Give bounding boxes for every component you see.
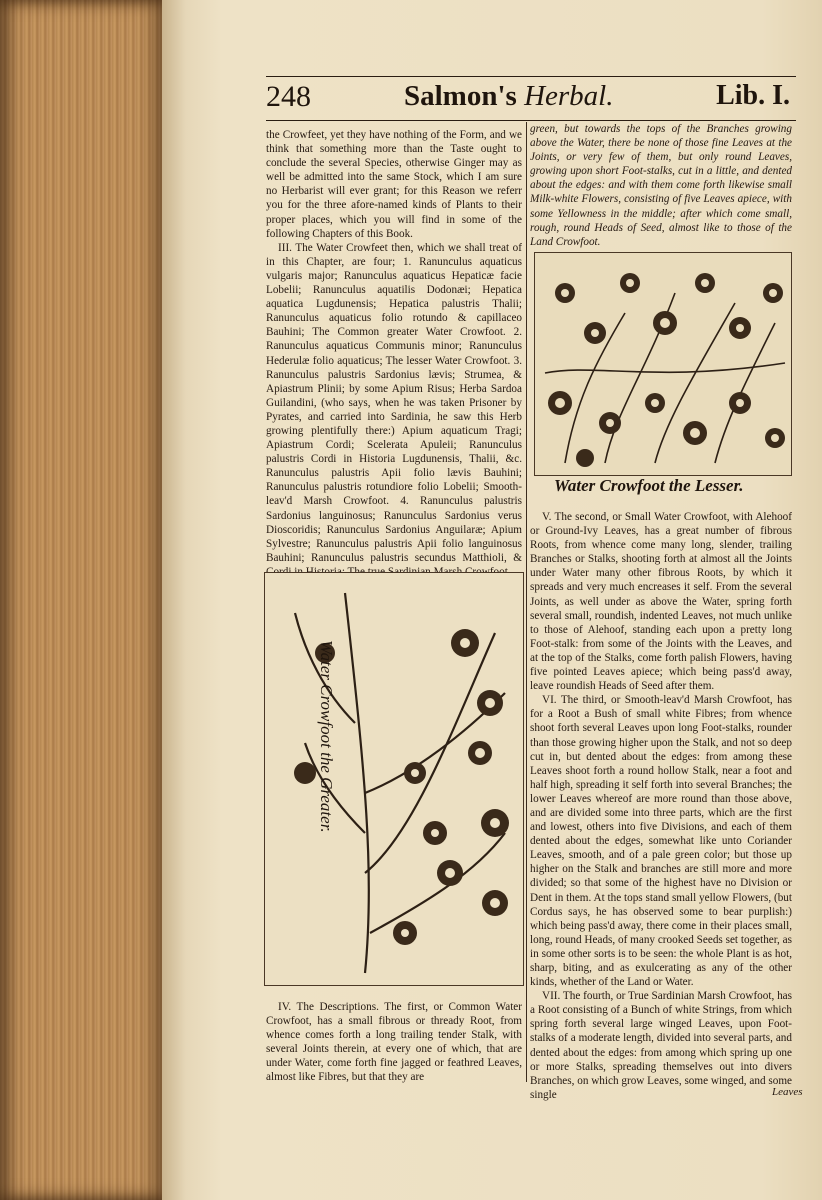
paragraph-vi: VI. The third, or Smooth-leav'd Marsh Crowfoot, has for a Root a Bush of small white Fibres; from whence shoot forth several Leaves upon long Foot-stalks, rounder than those growing higher upon the Stalk, and not so deep cut in, but dented about the edges: from among these Leaves shoot forth a round hollow Stalk, near a foot and half high, spreading it self forth into several Branches; the lower Leaves whereof are more round than those above, and are divided some into three parts, which are the first and lowest, others into five Divisions, and each of them dented about the edges, somewhat like unto Coriander Leaves, smooth, and of a pale green color; but those up higher on the Stalk and branches are still more and more divided; so that some of the highest have no Division or Dent in them. At the tops stand small yellow Flowers, (but Cordus says, he has observed some to bear purplish:) which being pass'd away, there come in their places small, long, round Heads, of many crooked Seeds set together, as in some other sorts is to be seen: the whole Plant is as hot, sharp, biting, and as exulcerating as any of the other kinds, whether of the Land or Water. [530, 694, 792, 989]
caption-lesser: Water Crowfoot the Lesser. [554, 476, 744, 495]
catchword: Leaves [772, 1086, 803, 1098]
woodcut-water-crowfoot-greater [264, 572, 524, 986]
book-number: Lib. I. [716, 80, 790, 111]
paragraph-iii: III. The Water Crowfeet then, which we shall treat of in this Chapter, are four; 1. Ranunculus aquaticus vulgaris major; Ranunculus aquaticus Hepaticæ facie Lobelii; Ranunculus aquatilis Dodonæi; Hepatica aquatica Lugdunensis; Hepatica palustris Thalii; Ranunculus aquaticus folio rotundo & capillaceo Bauhini; The Common greater Water Crowfoot. 2. Ranunculus aquaticus Communis minor; Ranunculus Hederulæ folio aquaticus; The lesser Water Crowfoot. 3. Ranunculus palustris Sardonius lævis; Strumea, & Apiastrum Plinii; by some Apium Risus; Herba Sardoa Guilandini, (who says, when he was taken Prisoner by Pyrates, and carried into Sardinia, he saw this Herb growing plentifully there:) Apium aquaticum Tragi; Apiastrum Cordi; Scelerata Apuleii; Ranunculus palustris Cordi in Historia Lugdunensis, Thalii, &c. Ranunculus palustris Apii folio lævis Bauhini; Ranunculus palustris rotundiore folio Lobelii; Smooth-leav'd Marsh Crowfoot. 4. Ranunculus palustris Sardonius languinosus; Ranunculus Sardonius verus Dioscoridis; Ranunculus Sardonius Anguilaræ; Apium Sylvestre; Ranunculus palustris Apii folio languinosus Bauhini; Ranunculus palustris secundus Matthioli, & [266, 241, 522, 564]
column-divider [526, 122, 527, 1082]
book-page-edges [0, 0, 168, 1200]
paragraph-v: V. The second, or Small Water Crowfoot, with Alehoof or Ground-Ivy Leaves, has a great number of fibrous Roots, from whence come many long, slender, trailing Branches or Stalks, shooting forth at almost all the Joints under Water many other fibrous Roots, by which it spreads and very much encreases it self. From the several Joints, as well under as above the Water, spring forth several small, roundish, indented Leaves, not much unlike to those of Alehoof, standing each upon a pretty long Foot-stalk: from some of the Joints with the Leaves, and at the top of the Stalks, come forth palish Flowers, having five pointed Leaves apiece; which being pass'd away, leave roundish Heads of Seed after them. [530, 511, 792, 693]
title-work: Herbal. [524, 80, 614, 112]
woodcut-water-crowfoot-lesser [534, 252, 792, 476]
paragraph-continuation-right: green, but towards the tops of the Branches growing above the Water, there be none of those fine Leaves at the Joints, or very few of them, but only round Leaves, growing upon short Foot-stalks, cut in a little, and dented about the edges: and with them come forth likewise small Milk-white Flowers, consisting of five Leaves apiece, with some Yellowness in the middle; after which come small, rough, round Heads of Seed, almost like to those of the Land Crowfoot. [530, 123, 792, 248]
paragraph-iv: IV. The Descriptions. The first, or Common Water Crowfoot, has a small fibrous or thready Root, from whence comes forth a long trailing tender Stalk, with several Joints therein, at every one of which, that are under Water, come forth fine jagged or feathred Leaves, almost like Fibres, but that they are [266, 1001, 522, 1084]
title-author: Salmon's [404, 80, 517, 112]
paragraph-vii: VII. The fourth, or True Sardinian Marsh Crowfoot, has a Root consisting of a Bunch of white Strings, from which spring forth several large winged Leaves, upon Foot-stalks of a moderate length, divided into several parts, and dented about the edges: from among which spring up one or more Stalks, spreading themselves out into divers Branches, on which grow Leaves, some winged, and some single [530, 990, 792, 1101]
caption-greater: Water Crowfoot the Greater. [317, 640, 336, 833]
running-title [404, 80, 614, 113]
paragraph-continuation: the Crowfeet, yet they have nothing of the Form, and we think that something more than the Taste ought to conclude the several Species, otherwise Ginger may as well be admitted into the same Stock, which I am sure no Herbarist will ever grant; for this Reason we referr you for the three afore-named kinds of Plants to their proper places, which you will find in some of the following Chapters of this Book. [266, 129, 522, 240]
running-header [266, 78, 796, 121]
left-column-top [266, 128, 522, 579]
book-page [162, 0, 822, 1200]
left-column-bottom [266, 1000, 522, 1085]
page-number: 248 [266, 80, 311, 113]
right-column-top [530, 122, 792, 249]
woodcut-greater-drawing [265, 573, 523, 985]
right-column-bottom [530, 510, 792, 1102]
header-top-rule [266, 76, 796, 77]
woodcut-lesser-drawing [535, 253, 791, 475]
